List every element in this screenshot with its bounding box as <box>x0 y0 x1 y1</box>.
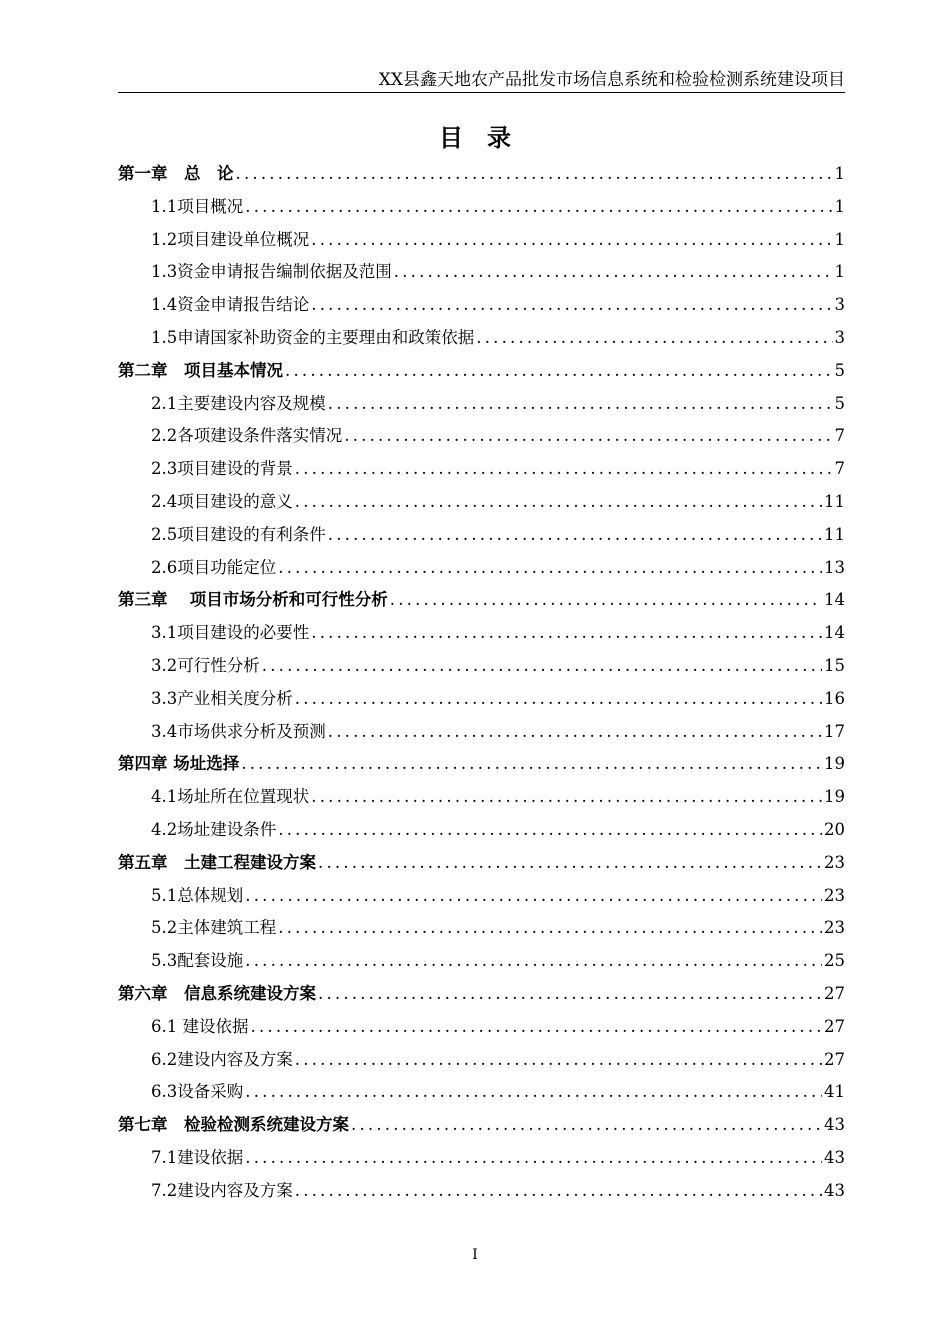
toc-entry-label: 4.1场址所在位置现状 <box>151 787 310 807</box>
toc-section-entry[interactable] <box>118 1011 845 1044</box>
toc-chapter-entry[interactable] <box>118 355 845 388</box>
toc-section-entry[interactable] <box>118 1044 845 1077</box>
header-rule <box>118 92 845 93</box>
toc-chapter-entry[interactable] <box>118 748 845 781</box>
toc-leader-dots <box>245 880 822 913</box>
toc-entry-page: 3 <box>834 295 845 315</box>
toc-entry-label: 6.1 建设依据 <box>151 1016 249 1036</box>
toc-entry-label: 第六章 信息系统建设方案 <box>118 983 316 1003</box>
toc-entry-label: 5.1总体规划 <box>151 885 244 905</box>
toc-section-entry[interactable] <box>118 420 845 453</box>
toc-entry-label: 3.1项目建设的必要性 <box>151 623 310 643</box>
toc-leader-dots <box>318 978 822 1011</box>
toc-entry-page: 17 <box>824 721 845 741</box>
toc-leader-dots <box>251 1011 823 1044</box>
toc-leader-dots <box>328 519 822 552</box>
toc-entry-page: 41 <box>824 1082 845 1102</box>
running-header: XX县鑫天地农产品批发市场信息系统和检验检测系统建设项目 <box>378 70 845 90</box>
toc-entry-label: 第二章 项目基本情况 <box>118 360 283 380</box>
toc-leader-dots <box>318 847 822 880</box>
toc-section-entry[interactable] <box>118 191 845 224</box>
toc-leader-dots <box>278 814 822 847</box>
toc-entry-label: 第七章 检验检测系统建设方案 <box>118 1115 349 1135</box>
toc-entry-page: 23 <box>824 852 845 872</box>
toc-entry-page: 1 <box>834 229 845 249</box>
toc-chapter-entry[interactable] <box>118 978 845 1011</box>
toc-entry-label: 3.2可行性分析 <box>151 655 260 675</box>
toc-entry-page: 13 <box>824 557 845 577</box>
toc-entry-label: 第一章 总 论 <box>118 164 234 183</box>
toc-entry-page: 27 <box>824 1016 845 1036</box>
toc-entry-page: 27 <box>824 1049 845 1069</box>
toc-leader-dots <box>245 1076 822 1109</box>
toc-entry-label: 1.5申请国家补助资金的主要理由和政策依据 <box>151 327 475 347</box>
toc-leader-dots <box>278 912 822 945</box>
toc-section-entry[interactable] <box>118 256 845 289</box>
toc-entry-label: 1.3资金申请报告编制依据及范围 <box>151 262 392 282</box>
toc-entry-page: 43 <box>824 1147 845 1167</box>
toc-entry-label: 第五章 土建工程建设方案 <box>118 852 316 872</box>
toc-entry-label: 第三章 项目市场分析和可行性分析 <box>118 590 388 610</box>
toc-entry-label: 2.4项目建设的意义 <box>151 491 293 511</box>
toc-section-entry[interactable] <box>118 322 845 355</box>
toc-section-entry[interactable] <box>118 486 845 519</box>
toc-entry-label: 5.3配套设施 <box>151 951 244 971</box>
toc-entry-label: 2.3项目建设的背景 <box>151 459 293 479</box>
toc-entry-label: 2.6项目功能定位 <box>151 557 277 577</box>
toc-chapter-entry[interactable] <box>118 847 845 880</box>
toc-leader-dots <box>311 617 822 650</box>
toc-leader-dots <box>311 781 822 814</box>
toc-entry-page: 15 <box>824 655 845 675</box>
toc-entry-label: 7.1建设依据 <box>151 1147 244 1167</box>
toc-entry-label: 7.2建设内容及方案 <box>151 1180 293 1200</box>
toc-entry-page: 27 <box>824 983 845 1003</box>
toc-entry-page: 23 <box>824 885 845 905</box>
toc-entry-page: 1 <box>834 262 845 282</box>
toc-section-entry[interactable] <box>118 945 845 978</box>
toc-section-entry[interactable] <box>118 617 845 650</box>
toc-chapter-entry[interactable] <box>118 584 845 617</box>
toc-entry-label: 第四章 场址选择 <box>118 754 240 774</box>
toc-entry-label: 2.1主要建设内容及规模 <box>151 393 326 413</box>
toc-section-entry[interactable] <box>118 1142 845 1175</box>
toc-leader-dots <box>241 748 822 781</box>
toc-leader-dots <box>285 355 833 388</box>
toc-leader-dots <box>245 1142 822 1175</box>
toc-entry-label: 6.2建设内容及方案 <box>151 1049 293 1069</box>
toc-entry-page: 5 <box>834 360 845 380</box>
toc-entry-label: 2.2各项建设条件落实情况 <box>151 426 343 446</box>
toc-leader-dots <box>295 453 833 486</box>
toc-entry-page: 23 <box>824 918 845 938</box>
toc-section-entry[interactable] <box>118 814 845 847</box>
toc-entry-page: 43 <box>824 1180 845 1200</box>
toc-entry-page: 11 <box>824 491 845 511</box>
toc-section-entry[interactable] <box>118 1175 845 1208</box>
toc-entry-page: 3 <box>834 327 845 347</box>
toc-entry-page: 7 <box>834 459 845 479</box>
toc-section-entry[interactable] <box>118 912 845 945</box>
toc-chapter-entry[interactable] <box>118 1109 845 1142</box>
toc-section-entry[interactable] <box>118 880 845 913</box>
toc-section-entry[interactable] <box>118 1076 845 1109</box>
toc-section-entry[interactable] <box>118 453 845 486</box>
toc-entry-page: 20 <box>824 819 845 839</box>
toc-leader-dots <box>245 945 822 978</box>
toc-section-entry[interactable] <box>118 781 845 814</box>
toc-section-entry[interactable] <box>118 716 845 749</box>
toc-leader-dots <box>351 1109 822 1142</box>
toc-title: 目录 <box>439 123 535 152</box>
toc-section-entry[interactable] <box>118 650 845 683</box>
toc-section-entry[interactable] <box>118 552 845 585</box>
toc-section-entry[interactable] <box>118 388 845 421</box>
toc-leader-dots <box>328 716 822 749</box>
toc-entry-page: 19 <box>824 787 845 807</box>
toc-entry-label: 1.1项目概况 <box>151 196 244 216</box>
toc-section-entry[interactable] <box>118 289 845 322</box>
toc-entry-page: 16 <box>824 688 845 708</box>
toc-leader-dots <box>295 683 822 716</box>
toc-leader-dots <box>262 650 822 683</box>
toc-entry-page: 14 <box>824 623 845 643</box>
toc-entry-page: 43 <box>824 1115 845 1135</box>
toc-leader-dots <box>295 486 822 519</box>
toc-entry-label: 1.4资金申请报告结论 <box>151 295 310 315</box>
toc-chapter-entry[interactable] <box>118 158 845 191</box>
toc-leader-dots <box>295 1175 822 1208</box>
toc-leader-dots <box>245 191 832 224</box>
toc-entry-label: 2.5项目建设的有利条件 <box>151 524 326 544</box>
toc-section-entry[interactable] <box>118 224 845 257</box>
toc-entry-label: 6.3设备采购 <box>151 1082 244 1102</box>
toc-section-entry[interactable] <box>118 683 845 716</box>
toc-leader-dots <box>328 388 833 421</box>
toc-leader-dots <box>311 289 832 322</box>
toc-leader-dots <box>278 552 822 585</box>
toc-leader-dots <box>390 584 822 617</box>
toc-entry-page: 11 <box>824 524 845 544</box>
toc-entry-label: 4.2场址建设条件 <box>151 819 277 839</box>
toc-section-entry[interactable] <box>118 519 845 552</box>
toc-leader-dots <box>236 158 833 191</box>
toc-entry-page: 1 <box>834 196 845 216</box>
toc-entry-page: 7 <box>834 426 845 446</box>
table-of-contents <box>118 158 845 1208</box>
toc-leader-dots <box>476 322 832 355</box>
page-number: I <box>472 1247 478 1263</box>
toc-leader-dots <box>311 224 832 257</box>
toc-entry-page: 5 <box>834 393 845 413</box>
toc-entry-label: 3.3产业相关度分析 <box>151 688 293 708</box>
toc-entry-label: 3.4市场供求分析及预测 <box>151 721 326 741</box>
toc-leader-dots <box>295 1044 822 1077</box>
toc-leader-dots <box>394 256 833 289</box>
toc-leader-dots <box>344 420 832 453</box>
toc-entry-page: 1 <box>834 164 845 183</box>
toc-entry-page: 19 <box>824 754 845 774</box>
toc-entry-page: 25 <box>824 951 845 971</box>
toc-entry-page: 14 <box>824 590 845 610</box>
toc-entry-label: 1.2项目建设单位概况 <box>151 229 310 249</box>
toc-entry-label: 5.2主体建筑工程 <box>151 918 277 938</box>
